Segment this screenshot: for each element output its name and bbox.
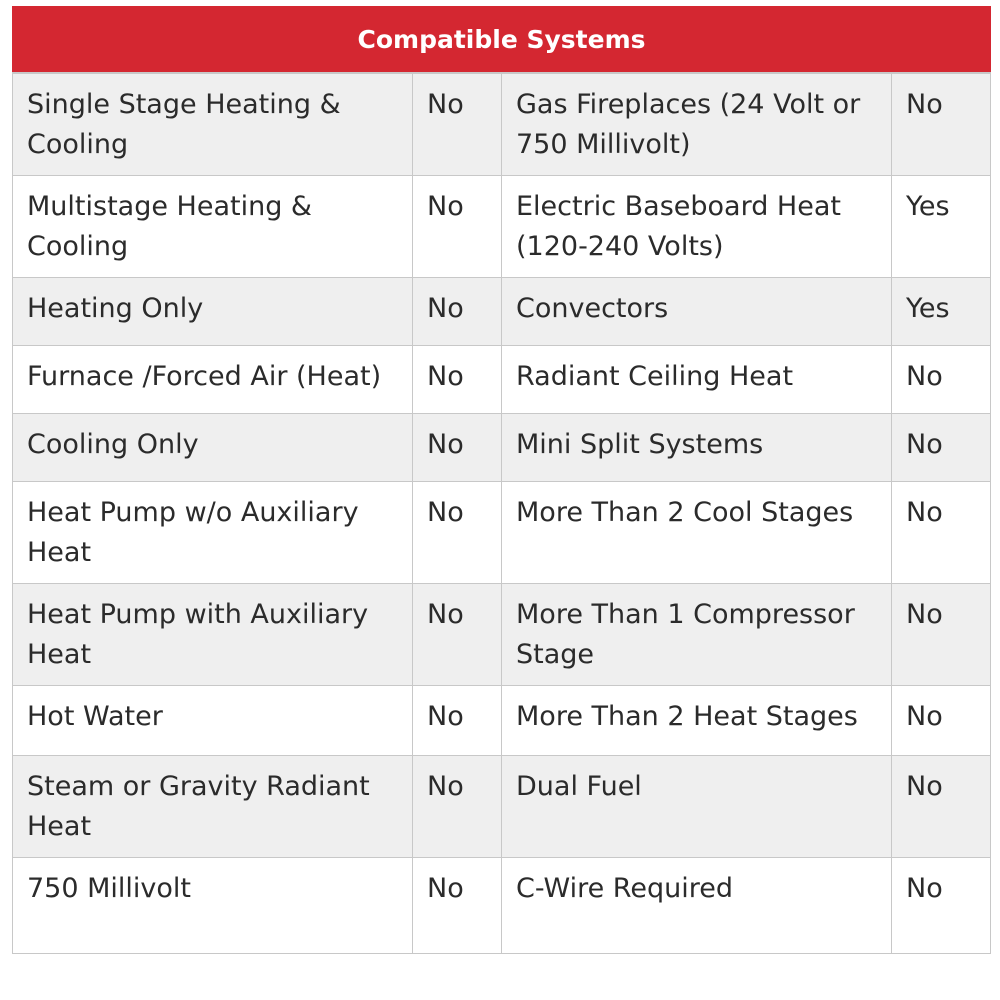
- table-row: [13, 482, 991, 584]
- system-name-cell: 750 Millivolt: [13, 858, 413, 954]
- compatibility-value-cell: No: [892, 346, 991, 414]
- system-name-cell: Heat Pump with Auxiliary Heat: [13, 584, 413, 686]
- system-name-cell: More Than 2 Cool Stages: [502, 482, 892, 584]
- compatibility-value-cell: Yes: [892, 278, 991, 346]
- compatible-systems-table-container: [12, 6, 990, 954]
- table-row: [13, 584, 991, 686]
- compatibility-value-cell: No: [892, 414, 991, 482]
- system-name-cell: Multistage Heating & Cooling: [13, 176, 413, 278]
- table-row: [13, 686, 991, 756]
- system-name-cell: Radiant Ceiling Heat: [502, 346, 892, 414]
- table-row: [13, 858, 991, 954]
- system-name-cell: Cooling Only: [13, 414, 413, 482]
- system-name-cell: Steam or Gravity Radiant Heat: [13, 756, 413, 858]
- table-row: [13, 278, 991, 346]
- system-name-cell: Heat Pump w/o Auxiliary Heat: [13, 482, 413, 584]
- system-name-cell: Hot Water: [13, 686, 413, 756]
- system-name-cell: More Than 1 Compressor Stage: [502, 584, 892, 686]
- system-name-cell: Dual Fuel: [502, 756, 892, 858]
- table-row: [13, 73, 991, 176]
- table-row: [13, 176, 991, 278]
- table-row: [13, 346, 991, 414]
- system-name-cell: Mini Split Systems: [502, 414, 892, 482]
- compatibility-value-cell: Yes: [892, 176, 991, 278]
- compatibility-value-cell: No: [413, 73, 502, 176]
- system-name-cell: Heating Only: [13, 278, 413, 346]
- compatibility-value-cell: No: [892, 482, 991, 584]
- system-name-cell: C-Wire Required: [502, 858, 892, 954]
- compatibility-value-cell: No: [892, 584, 991, 686]
- compatibility-value-cell: No: [413, 482, 502, 584]
- compatibility-value-cell: No: [413, 414, 502, 482]
- system-name-cell: Single Stage Heating & Cooling: [13, 73, 413, 176]
- system-name-cell: Gas Fireplaces (24 Volt or 750 Millivolt): [502, 73, 892, 176]
- table-header-row: [13, 7, 991, 74]
- compatibility-value-cell: No: [413, 346, 502, 414]
- table-row: [13, 756, 991, 858]
- table-row: [13, 414, 991, 482]
- system-name-cell: Furnace /Forced Air (Heat): [13, 346, 413, 414]
- compatibility-value-cell: No: [413, 584, 502, 686]
- compatibility-value-cell: No: [892, 686, 991, 756]
- table-title: Compatible Systems: [13, 7, 991, 74]
- compatibility-value-cell: No: [413, 686, 502, 756]
- compatible-systems-table: [12, 6, 991, 954]
- compatibility-value-cell: No: [413, 756, 502, 858]
- compatibility-value-cell: No: [892, 756, 991, 858]
- compatibility-value-cell: No: [413, 278, 502, 346]
- system-name-cell: Electric Baseboard Heat (120-240 Volts): [502, 176, 892, 278]
- system-name-cell: Convectors: [502, 278, 892, 346]
- compatibility-value-cell: No: [413, 176, 502, 278]
- compatibility-value-cell: No: [892, 73, 991, 176]
- compatibility-value-cell: No: [413, 858, 502, 954]
- compatibility-value-cell: No: [892, 858, 991, 954]
- system-name-cell: More Than 2 Heat Stages: [502, 686, 892, 756]
